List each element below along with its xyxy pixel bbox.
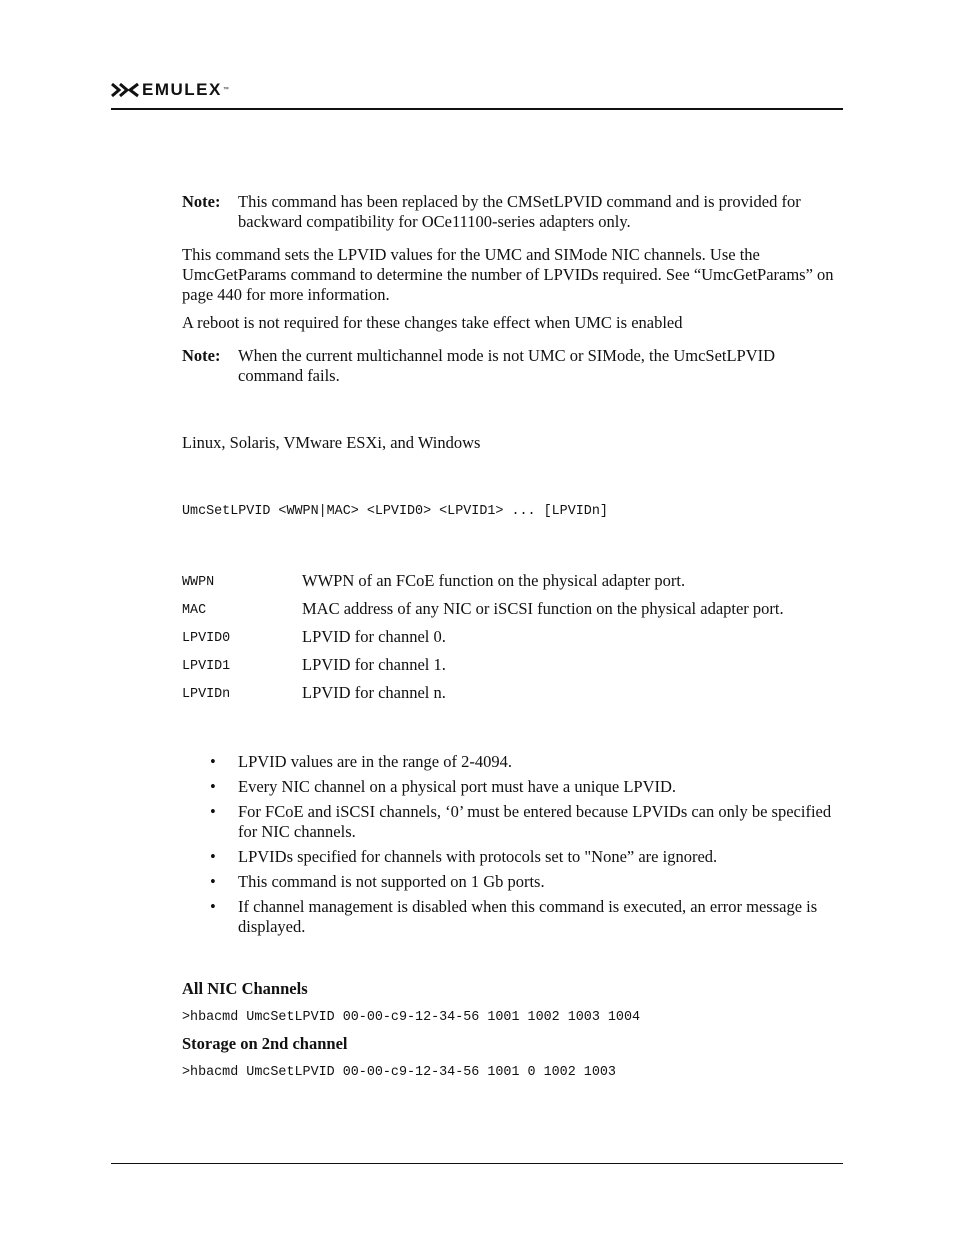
list-item bbox=[204, 752, 842, 772]
list-item bbox=[204, 777, 842, 797]
parameters-table bbox=[182, 571, 842, 705]
bullet-icon: • bbox=[210, 777, 216, 796]
bullet-icon: • bbox=[210, 752, 216, 771]
comment-text: For FCoE and iSCSI channels, ‘0’ must be entered because LPVIDs can only be specified for NIC channels. bbox=[238, 802, 832, 841]
parameter-row bbox=[182, 627, 842, 649]
note-text: When the current multichannel mode is not UMC or SIMode, the UmcSetLPVID command fails. bbox=[238, 346, 776, 385]
examples-section bbox=[182, 979, 842, 1083]
comment-text: If channel management is disabled when this command is executed, an error message is displayed. bbox=[238, 897, 818, 936]
parameter-row bbox=[182, 655, 842, 677]
bullet-icon: • bbox=[210, 802, 216, 821]
note-label: Note: bbox=[182, 192, 221, 211]
note-text: This command has been replaced by the CMSetLPVID command and is provided for backward compatibility for OCe11100-series adapters only. bbox=[238, 192, 801, 231]
supported-platforms: Linux, Solaris, VMware ESXi, and Windows bbox=[182, 433, 481, 452]
example-code: >hbacmd UmcSetLPVID 00-00-c9-12-34-56 1001 0 1002 1003 bbox=[182, 1065, 616, 1080]
parameter-name: LPVID1 bbox=[182, 659, 231, 674]
bullet-icon: • bbox=[210, 897, 216, 916]
comment-text: This command is not supported on 1 Gb ports. bbox=[238, 872, 545, 891]
parameter-name: MAC bbox=[182, 603, 207, 618]
footer-rule bbox=[111, 1163, 843, 1164]
note-replaced bbox=[182, 192, 842, 232]
note-multichannel bbox=[182, 346, 842, 386]
syntax-line: UmcSetLPVID <WWPN|MAC> <LPVID0> <LPVID1> ... [LPVIDn] bbox=[182, 504, 608, 519]
reboot-paragraph: A reboot is not required for these changes take effect when UMC is enabled bbox=[182, 313, 683, 332]
header-rule bbox=[111, 108, 843, 110]
list-item bbox=[204, 897, 842, 937]
parameter-description: MAC address of any NIC or iSCSI function on the physical adapter port. bbox=[302, 599, 784, 618]
comment-text: LPVIDs specified for channels with protocols set to "None” are ignored. bbox=[238, 847, 718, 866]
parameter-name: LPVID0 bbox=[182, 631, 231, 646]
list-item bbox=[204, 872, 842, 892]
bullet-icon: • bbox=[210, 847, 216, 866]
comments-list bbox=[182, 752, 842, 937]
logo-wordmark: EMULEX bbox=[142, 80, 222, 99]
comment-text: LPVID values are in the range of 2-4094. bbox=[238, 752, 512, 771]
emulex-logo-icon bbox=[111, 82, 139, 98]
parameter-description: WWPN of an FCoE function on the physical adapter port. bbox=[302, 571, 686, 590]
comment-text: Every NIC channel on a physical port must have a unique LPVID. bbox=[238, 777, 677, 796]
example-heading: All NIC Channels bbox=[182, 979, 308, 998]
example-heading: Storage on 2nd channel bbox=[182, 1034, 348, 1053]
parameter-name: LPVIDn bbox=[182, 687, 231, 702]
list-item bbox=[204, 802, 842, 842]
logo-trademark: ™ bbox=[222, 87, 229, 93]
parameter-row bbox=[182, 683, 842, 705]
parameter-row bbox=[182, 571, 842, 593]
parameter-name: WWPN bbox=[182, 575, 215, 590]
list-item bbox=[204, 847, 842, 867]
page-header bbox=[111, 78, 843, 110]
note-label: Note: bbox=[182, 346, 221, 365]
description-paragraph: This command sets the LPVID values for the UMC and SIMode NIC channels. Use the UmcGetParams command to determine the number of LPVIDs required. See “UmcGetParams” on page 440 for more information. bbox=[182, 245, 834, 304]
example-code: >hbacmd UmcSetLPVID 00-00-c9-12-34-56 1001 1002 1003 1004 bbox=[182, 1010, 641, 1025]
bullet-icon: • bbox=[210, 872, 216, 891]
parameter-description: LPVID for channel 0. bbox=[302, 627, 446, 646]
parameter-row bbox=[182, 599, 842, 621]
main-content bbox=[182, 192, 842, 1083]
parameter-description: LPVID for channel n. bbox=[302, 683, 446, 702]
emulex-logo bbox=[111, 80, 229, 100]
parameter-description: LPVID for channel 1. bbox=[302, 655, 446, 674]
